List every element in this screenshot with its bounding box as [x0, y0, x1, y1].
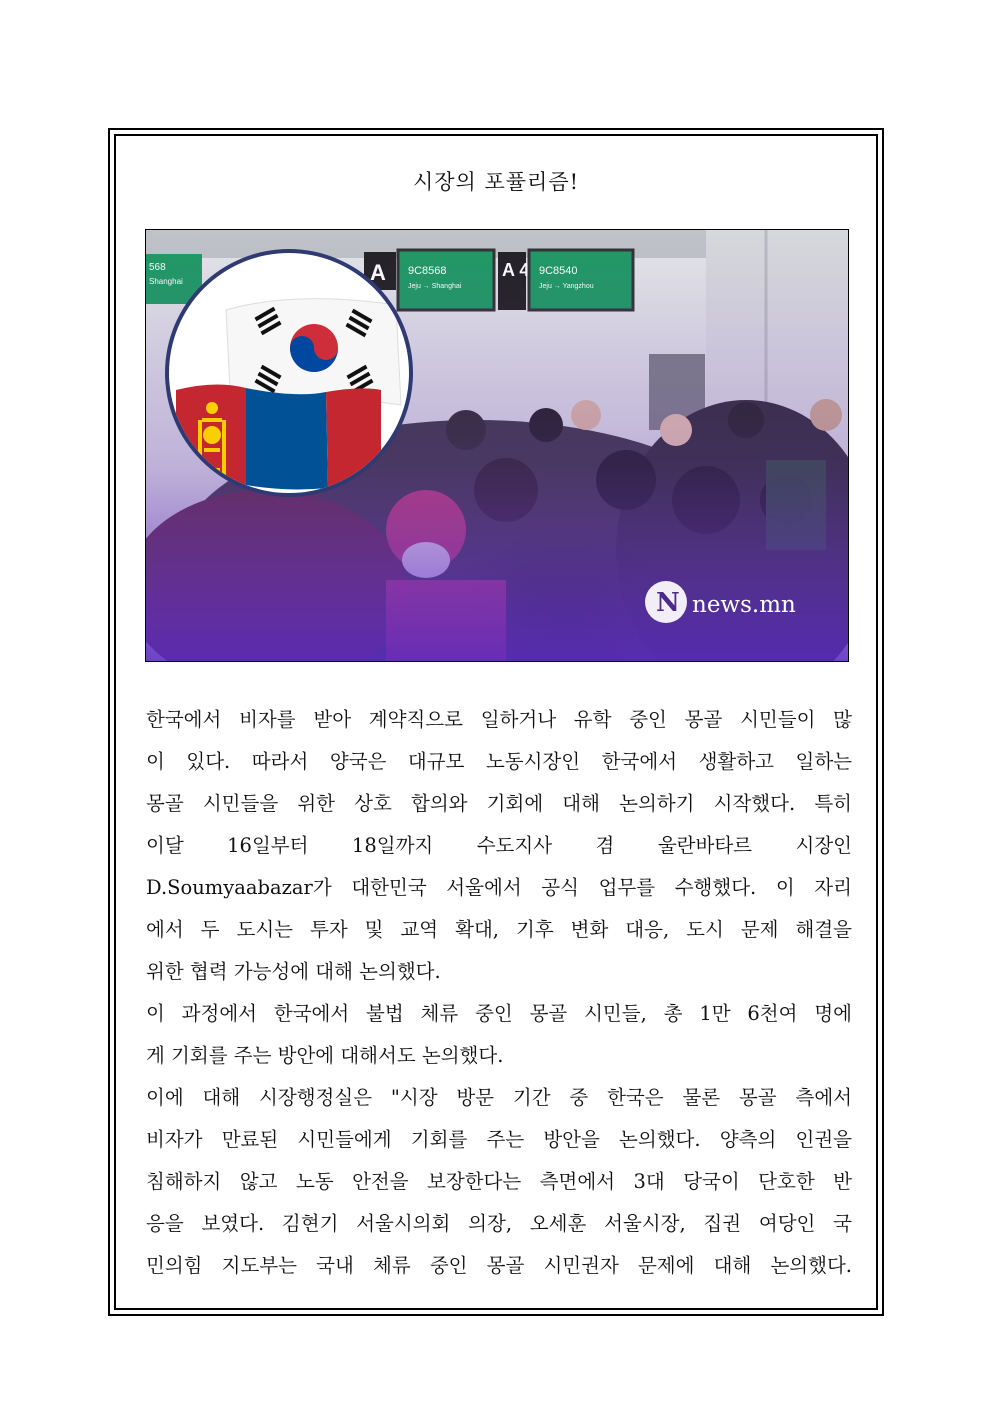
text-line: 게 기회를 주는 방안에 대해서도 논의했다.: [146, 1044, 504, 1067]
text-line: 몽골 시민들을 위한 상호 합의와 기회에 대해 논의하기 시작했다. 특히: [146, 792, 852, 815]
paragraph-1: [146, 699, 852, 993]
article-photo: [145, 229, 849, 662]
inner-frame: [114, 134, 878, 1310]
text-line: 침해하지 않고 노동 안전을 보장한다는 측면에서 3대 당국이 단호한 반: [146, 1170, 852, 1193]
text-line: 에서 두 도시는 투자 및 교역 확대, 기후 변화 대응, 도시 문제 해결을: [146, 918, 852, 941]
page-frame: [108, 128, 884, 1316]
article-body: [146, 699, 852, 1287]
text-line: 이 과정에서 한국에서 불법 체류 중인 몽골 시민들, 총 1만 6천여 명에: [146, 1002, 852, 1025]
text-line: 이 있다. 따라서 양국은 대규모 노동시장인 한국에서 생활하고 일하는: [146, 750, 852, 773]
text-line: 민의힘 지도부는 국내 체류 중인 몽골 시민권자 문제에 대해 논의했다.: [146, 1254, 852, 1277]
text-line: 응을 보였다. 김현기 서울시의회 의장, 오세훈 서울시장, 집권 여당인 국: [146, 1212, 852, 1235]
text-line: D.Soumyaabazar가 대한민국 서울에서 공식 업무를 수행했다. 이 자리: [146, 876, 852, 899]
paragraph-2: [146, 993, 852, 1077]
page-title: 시장의 포퓰리즘!: [412, 170, 580, 194]
text-line: 위한 협력 가능성에 대해 논의했다.: [146, 960, 441, 983]
text-line: 비자가 만료된 시민들에게 기회를 주는 방안을 논의했다. 양측의 인권을: [146, 1128, 852, 1151]
text-line: 한국에서 비자를 받아 계약직으로 일하거나 유학 중인 몽골 시민들이 많: [146, 708, 852, 731]
flag-circle: [165, 249, 413, 497]
paragraph-3: [146, 1077, 852, 1287]
watermark-text: news.mn: [692, 592, 796, 618]
text-line: 이달 16일부터 18일까지 수도지사 겸 울란바타르 시장인: [146, 834, 852, 857]
watermark-letter: N: [656, 588, 680, 618]
text-line: 이에 대해 시장행정실은 "시장 방문 기간 중 한국은 물론 몽골 측에서: [146, 1086, 852, 1109]
